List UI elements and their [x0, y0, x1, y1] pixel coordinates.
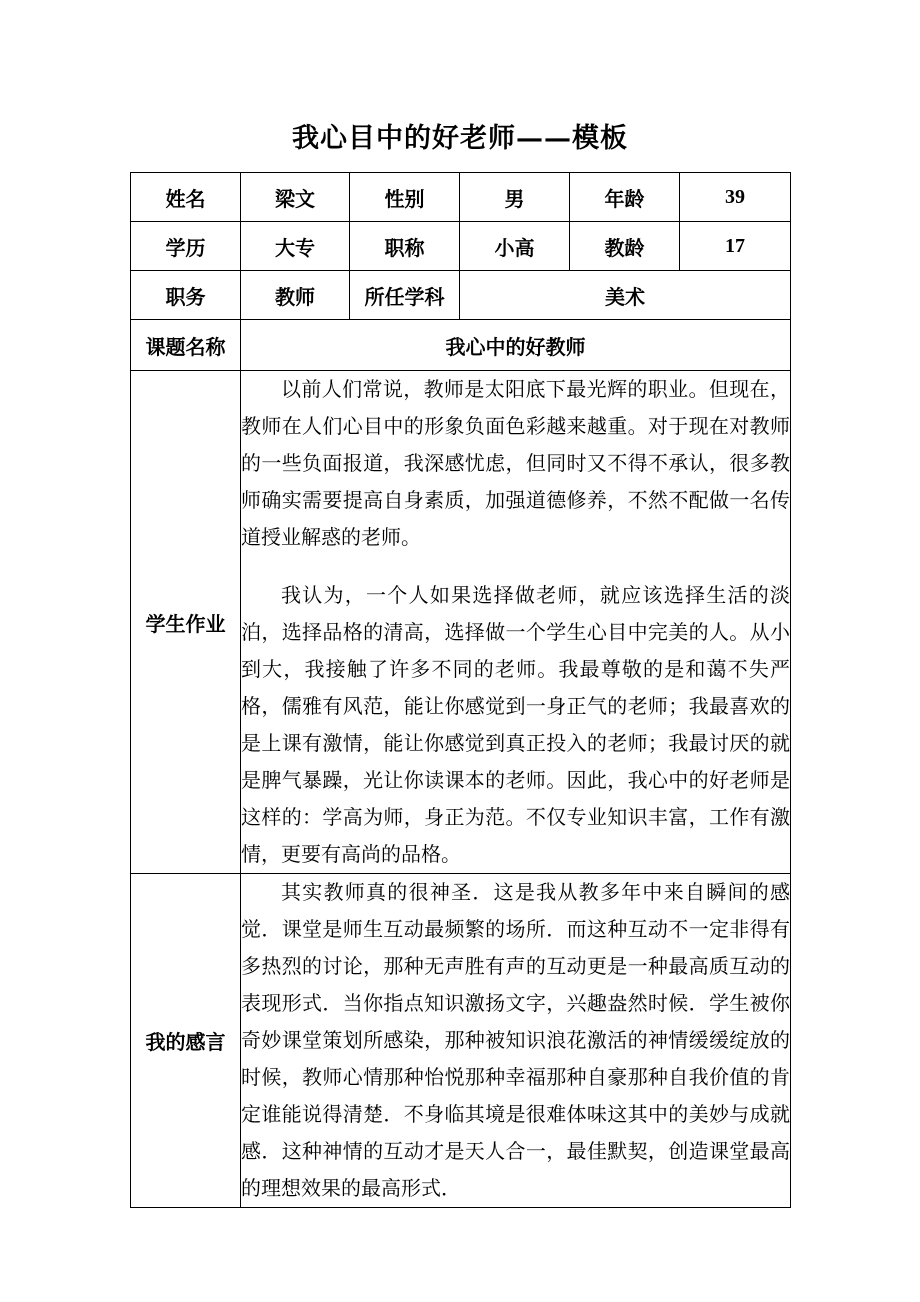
- student-work-paragraph: 我认为，一个人如果选择做老师，就应该选择生活的淡泊，选择品格的清高，选择做一个学生心目中完美的人。从小到大，我接触了许多不同的老师。我最尊敬的是和蔼不失严格，儒雅有风范，能让你感觉到一身正气的老师；我最喜欢的是上课有激情，能让你感觉到真正投入的老师；我最讨厌的就是脾气暴躁，光让你读课本的老师。因此，我心中的好老师是这样的：学高为师，身正为范。不仅专业知识丰富，工作有激情，更要有高尚的品格。: [241, 583, 790, 866]
- row-reflection: [131, 874, 791, 1208]
- row-basic-2: [131, 222, 791, 271]
- subject-value: 美术: [460, 271, 791, 320]
- row-basic-3: [131, 271, 791, 320]
- reflection-content: [241, 874, 791, 1208]
- education-label: 学历: [131, 222, 241, 271]
- row-basic-1: [131, 173, 791, 222]
- teacher-form-table: [130, 172, 791, 1208]
- gender-value: 男: [460, 173, 570, 222]
- row-topic: [131, 320, 791, 371]
- name-label: 姓名: [131, 173, 241, 222]
- gender-label: 性别: [350, 173, 460, 222]
- topic-value: 我心中的好教师: [241, 320, 791, 371]
- reflection-label: 我的感言: [131, 874, 241, 1208]
- student-work-paragraph: 以前人们常说，教师是太阳底下最光辉的职业。但现在，教师在人们心目中的形象负面色彩越来越重。对于现在对教师的一些负面报道，我深感忧虑，但同时又不得不承认，很多教师确实需要提高自身素质，加强道德修养，不然不配做一名传道授业解惑的老师。: [241, 377, 790, 549]
- student-work-label: 学生作业: [131, 371, 241, 874]
- age-label: 年龄: [570, 173, 680, 222]
- name-value: 梁文: [241, 173, 350, 222]
- page-title: 我心目中的好老师——模板: [292, 123, 628, 154]
- title-label: 职称: [350, 222, 460, 271]
- row-student-work: [131, 371, 791, 874]
- years-value: 17: [680, 222, 791, 271]
- title-value: 小高: [460, 222, 570, 271]
- subject-label: 所任学科: [350, 271, 460, 320]
- reflection-paragraph: 其实教师真的很神圣．这是我从教多年中来自瞬间的感觉．课堂是师生互动最频繁的场所．而这种互动不一定非得有多热烈的讨论，那种无声胜有声的互动更是一种最高质互动的表现形式．当你指点知识激扬文字，兴趣盎然时候．学生被你奇妙课堂策划所感染，那种被知识浪花激活的神情缓缓绽放的时候，教师心情那种怡悦那种幸福那种自豪那种自我价值的肯定谁能说得清楚．不身临其境是很难体味这其中的美妙与成就感．这种神情的互动才是天人合一，最佳默契，创造课堂最高的理想效果的最高形式．: [241, 880, 790, 1200]
- years-label: 教龄: [570, 222, 680, 271]
- topic-label: 课题名称: [131, 320, 241, 371]
- age-value: 39: [680, 173, 791, 222]
- position-label: 职务: [131, 271, 241, 320]
- position-value: 教师: [241, 271, 350, 320]
- student-work-content: [241, 371, 791, 874]
- education-value: 大专: [241, 222, 350, 271]
